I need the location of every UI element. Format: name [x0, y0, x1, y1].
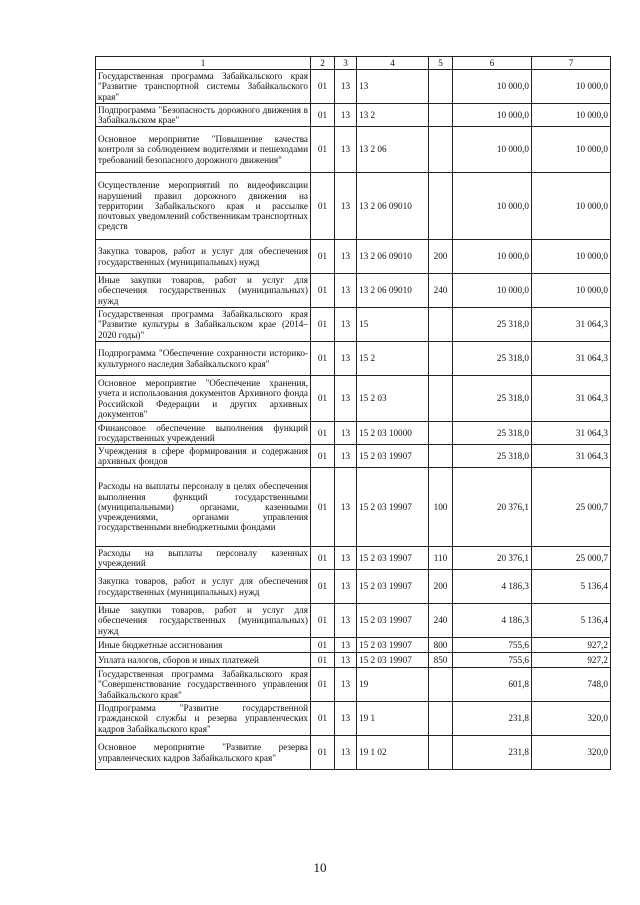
- column-header: 6: [453, 57, 532, 70]
- table-row: [96, 240, 611, 274]
- row-target-code: 19 1 02: [357, 736, 429, 770]
- row-name: Расходы на выплаты персоналу в целях обеспечения выполнения функций государственными (муниципальными) органами, казенными учреждениями, органами управления государственными внебюджетными фондами: [96, 468, 311, 547]
- row-target-code: 13 2: [357, 104, 429, 127]
- row-subsection: 13: [335, 547, 357, 570]
- row-name: Иные закупки товаров, работ и услуг для обеспечения государственных (муниципальных) нужд: [96, 604, 311, 638]
- table-row: [96, 104, 611, 127]
- row-subsection: 13: [335, 308, 357, 342]
- row-expense-type: 800: [429, 638, 453, 653]
- table-row: [96, 127, 611, 173]
- row-section: 01: [311, 104, 335, 127]
- row-section: 01: [311, 604, 335, 638]
- table-row: [96, 468, 611, 547]
- row-amount-year1: 20 376,1: [453, 468, 532, 547]
- row-target-code: 15 2: [357, 342, 429, 376]
- table-row: [96, 376, 611, 422]
- row-expense-type: [429, 104, 453, 127]
- row-amount-year1: 25 318,0: [453, 342, 532, 376]
- row-expense-type: [429, 376, 453, 422]
- row-name: Иные закупки товаров, работ и услуг для обеспечения государственных (муниципальных) нужд: [96, 274, 311, 308]
- row-amount-year2: 927,2: [532, 653, 611, 668]
- table-body: [96, 70, 611, 770]
- row-target-code: 13 2 06 09010: [357, 274, 429, 308]
- row-name: Государственная программа Забайкальского края "Развитие культуры в Забайкальском крае (2014–2020 годы)": [96, 308, 311, 342]
- row-subsection: 13: [335, 240, 357, 274]
- row-section: 01: [311, 70, 335, 104]
- row-expense-type: [429, 127, 453, 173]
- row-section: 01: [311, 736, 335, 770]
- row-target-code: 15 2 03 19907: [357, 653, 429, 668]
- row-expense-type: [429, 668, 453, 702]
- table-row: [96, 422, 611, 445]
- row-name: Иные бюджетные ассигнования: [96, 638, 311, 653]
- column-header: 7: [532, 57, 611, 70]
- row-target-code: 15: [357, 308, 429, 342]
- row-amount-year1: 4 186,3: [453, 570, 532, 604]
- row-section: 01: [311, 308, 335, 342]
- row-amount-year2: 5 136,4: [532, 570, 611, 604]
- row-section: 01: [311, 547, 335, 570]
- column-header: 2: [311, 57, 335, 70]
- row-amount-year1: 10 000,0: [453, 173, 532, 240]
- row-amount-year1: 10 000,0: [453, 274, 532, 308]
- row-amount-year1: 601,8: [453, 668, 532, 702]
- row-subsection: 13: [335, 274, 357, 308]
- row-amount-year1: 25 318,0: [453, 422, 532, 445]
- row-name: Основное мероприятие "Обеспечение хранения, учета и использования документов Архивного фонда Российской Федерации и других архивных документов": [96, 376, 311, 422]
- row-expense-type: [429, 445, 453, 468]
- row-section: 01: [311, 342, 335, 376]
- table-row: [96, 638, 611, 653]
- row-amount-year2: 25 000,7: [532, 547, 611, 570]
- row-name: Основное мероприятие "Развитие резерва управленческих кадров Забайкальского края": [96, 736, 311, 770]
- row-amount-year2: 31 064,3: [532, 376, 611, 422]
- row-target-code: 15 2 03 19907: [357, 445, 429, 468]
- row-subsection: 13: [335, 702, 357, 736]
- table-row: [96, 445, 611, 468]
- row-section: 01: [311, 653, 335, 668]
- row-target-code: 13 2 06 09010: [357, 240, 429, 274]
- row-expense-type: 110: [429, 547, 453, 570]
- row-subsection: 13: [335, 173, 357, 240]
- row-amount-year2: 10 000,0: [532, 127, 611, 173]
- row-target-code: 15 2 03 10000: [357, 422, 429, 445]
- row-amount-year1: 25 318,0: [453, 376, 532, 422]
- row-target-code: 15 2 03 19907: [357, 570, 429, 604]
- table-row: [96, 173, 611, 240]
- row-target-code: 13 2 06 09010: [357, 173, 429, 240]
- row-amount-year2: 31 064,3: [532, 422, 611, 445]
- table-row: [96, 702, 611, 736]
- row-name: Уплата налогов, сборов и иных платежей: [96, 653, 311, 668]
- row-amount-year1: 10 000,0: [453, 127, 532, 173]
- row-target-code: 15 2 03 19907: [357, 604, 429, 638]
- row-name: Государственная программа Забайкальского края "Совершенствование государственного управления Забайкальского края": [96, 668, 311, 702]
- row-amount-year1: 20 376,1: [453, 547, 532, 570]
- row-subsection: 13: [335, 668, 357, 702]
- row-amount-year2: 10 000,0: [532, 104, 611, 127]
- row-section: 01: [311, 570, 335, 604]
- row-name: Закупка товаров, работ и услуг для обеспечения государственных (муниципальных) нужд: [96, 570, 311, 604]
- row-amount-year2: 25 000,7: [532, 468, 611, 547]
- row-subsection: 13: [335, 445, 357, 468]
- column-header: 3: [335, 57, 357, 70]
- row-amount-year1: 25 318,0: [453, 308, 532, 342]
- row-amount-year2: 10 000,0: [532, 240, 611, 274]
- row-name: Учреждения в сфере формирования и содержания архивных фондов: [96, 445, 311, 468]
- row-target-code: 19 1: [357, 702, 429, 736]
- row-name: Подпрограмма "Безопасность дорожного движения в Забайкальском крае": [96, 104, 311, 127]
- row-subsection: 13: [335, 736, 357, 770]
- row-amount-year1: 755,6: [453, 638, 532, 653]
- row-amount-year1: 231,8: [453, 702, 532, 736]
- table-row: [96, 547, 611, 570]
- row-expense-type: [429, 422, 453, 445]
- row-amount-year2: 31 064,3: [532, 308, 611, 342]
- row-name: Закупка товаров, работ и услуг для обеспечения государственных (муниципальных) нужд: [96, 240, 311, 274]
- budget-table: [95, 56, 611, 770]
- row-expense-type: 240: [429, 274, 453, 308]
- row-amount-year1: 755,6: [453, 653, 532, 668]
- row-target-code: 15 2 03 19907: [357, 468, 429, 547]
- row-target-code: 19: [357, 668, 429, 702]
- row-target-code: 13: [357, 70, 429, 104]
- row-name: Подпрограмма "Развитие государственной гражданской службы и резерва управленческих кадров Забайкальского края": [96, 702, 311, 736]
- row-expense-type: [429, 70, 453, 104]
- row-subsection: 13: [335, 127, 357, 173]
- table-row: [96, 274, 611, 308]
- row-name: Финансовое обеспечение выполнения функций государственных учреждений: [96, 422, 311, 445]
- table-row: [96, 736, 611, 770]
- row-amount-year1: 4 186,3: [453, 604, 532, 638]
- row-subsection: 13: [335, 104, 357, 127]
- row-amount-year2: 31 064,3: [532, 445, 611, 468]
- row-amount-year1: 25 318,0: [453, 445, 532, 468]
- row-subsection: 13: [335, 376, 357, 422]
- row-section: 01: [311, 668, 335, 702]
- row-section: 01: [311, 468, 335, 547]
- row-amount-year2: 927,2: [532, 638, 611, 653]
- row-section: 01: [311, 638, 335, 653]
- row-amount-year1: 10 000,0: [453, 240, 532, 274]
- row-section: 01: [311, 240, 335, 274]
- row-subsection: 13: [335, 638, 357, 653]
- row-amount-year2: 10 000,0: [532, 173, 611, 240]
- table-row: [96, 653, 611, 668]
- row-amount-year2: 5 136,4: [532, 604, 611, 638]
- row-name: Осуществление мероприятий по видеофиксации нарушений правил дорожного движения на территории Забайкальского края и рассылке почтовых уведомлений собственникам транспортных средств: [96, 173, 311, 240]
- table-row: [96, 668, 611, 702]
- row-amount-year2: 320,0: [532, 702, 611, 736]
- row-expense-type: 100: [429, 468, 453, 547]
- row-section: 01: [311, 702, 335, 736]
- row-amount-year2: 10 000,0: [532, 70, 611, 104]
- row-amount-year1: 231,8: [453, 736, 532, 770]
- row-section: 01: [311, 445, 335, 468]
- table-header-row: [96, 57, 611, 70]
- row-section: 01: [311, 127, 335, 173]
- column-header: 1: [96, 57, 311, 70]
- row-name: Подпрограмма "Обеспечение сохранности историко-культурного наследия Забайкальского края": [96, 342, 311, 376]
- row-section: 01: [311, 173, 335, 240]
- row-expense-type: 200: [429, 240, 453, 274]
- row-amount-year2: 748,0: [532, 668, 611, 702]
- row-subsection: 13: [335, 468, 357, 547]
- row-target-code: 15 2 03: [357, 376, 429, 422]
- page-number: 10: [313, 860, 327, 875]
- row-expense-type: [429, 173, 453, 240]
- row-subsection: 13: [335, 570, 357, 604]
- table-row: [96, 570, 611, 604]
- table-row: [96, 604, 611, 638]
- row-expense-type: [429, 702, 453, 736]
- row-expense-type: [429, 308, 453, 342]
- row-amount-year2: 31 064,3: [532, 342, 611, 376]
- row-name: Основное мероприятие "Повышение качества контроля за соблюдением водителями и пешеходами требований безопасного дорожного движения": [96, 127, 311, 173]
- row-amount-year2: 320,0: [532, 736, 611, 770]
- row-expense-type: [429, 736, 453, 770]
- row-name: Государственная программа Забайкальского края "Развитие транспортной системы Забайкальского края": [96, 70, 311, 104]
- row-expense-type: 240: [429, 604, 453, 638]
- row-target-code: 13 2 06: [357, 127, 429, 173]
- row-amount-year2: 10 000,0: [532, 274, 611, 308]
- row-target-code: 15 2 03 19907: [357, 547, 429, 570]
- row-subsection: 13: [335, 653, 357, 668]
- row-section: 01: [311, 422, 335, 445]
- row-expense-type: 850: [429, 653, 453, 668]
- column-header: 4: [357, 57, 429, 70]
- row-expense-type: 200: [429, 570, 453, 604]
- table-row: [96, 308, 611, 342]
- table-row: [96, 70, 611, 104]
- row-name: Расходы на выплаты персоналу казенных учреждений: [96, 547, 311, 570]
- row-subsection: 13: [335, 70, 357, 104]
- row-amount-year1: 10 000,0: [453, 70, 532, 104]
- row-section: 01: [311, 376, 335, 422]
- row-section: 01: [311, 274, 335, 308]
- column-header: 5: [429, 57, 453, 70]
- row-subsection: 13: [335, 342, 357, 376]
- row-subsection: 13: [335, 422, 357, 445]
- row-target-code: 15 2 03 19907: [357, 638, 429, 653]
- row-expense-type: [429, 342, 453, 376]
- row-subsection: 13: [335, 604, 357, 638]
- row-amount-year1: 10 000,0: [453, 104, 532, 127]
- table-row: [96, 342, 611, 376]
